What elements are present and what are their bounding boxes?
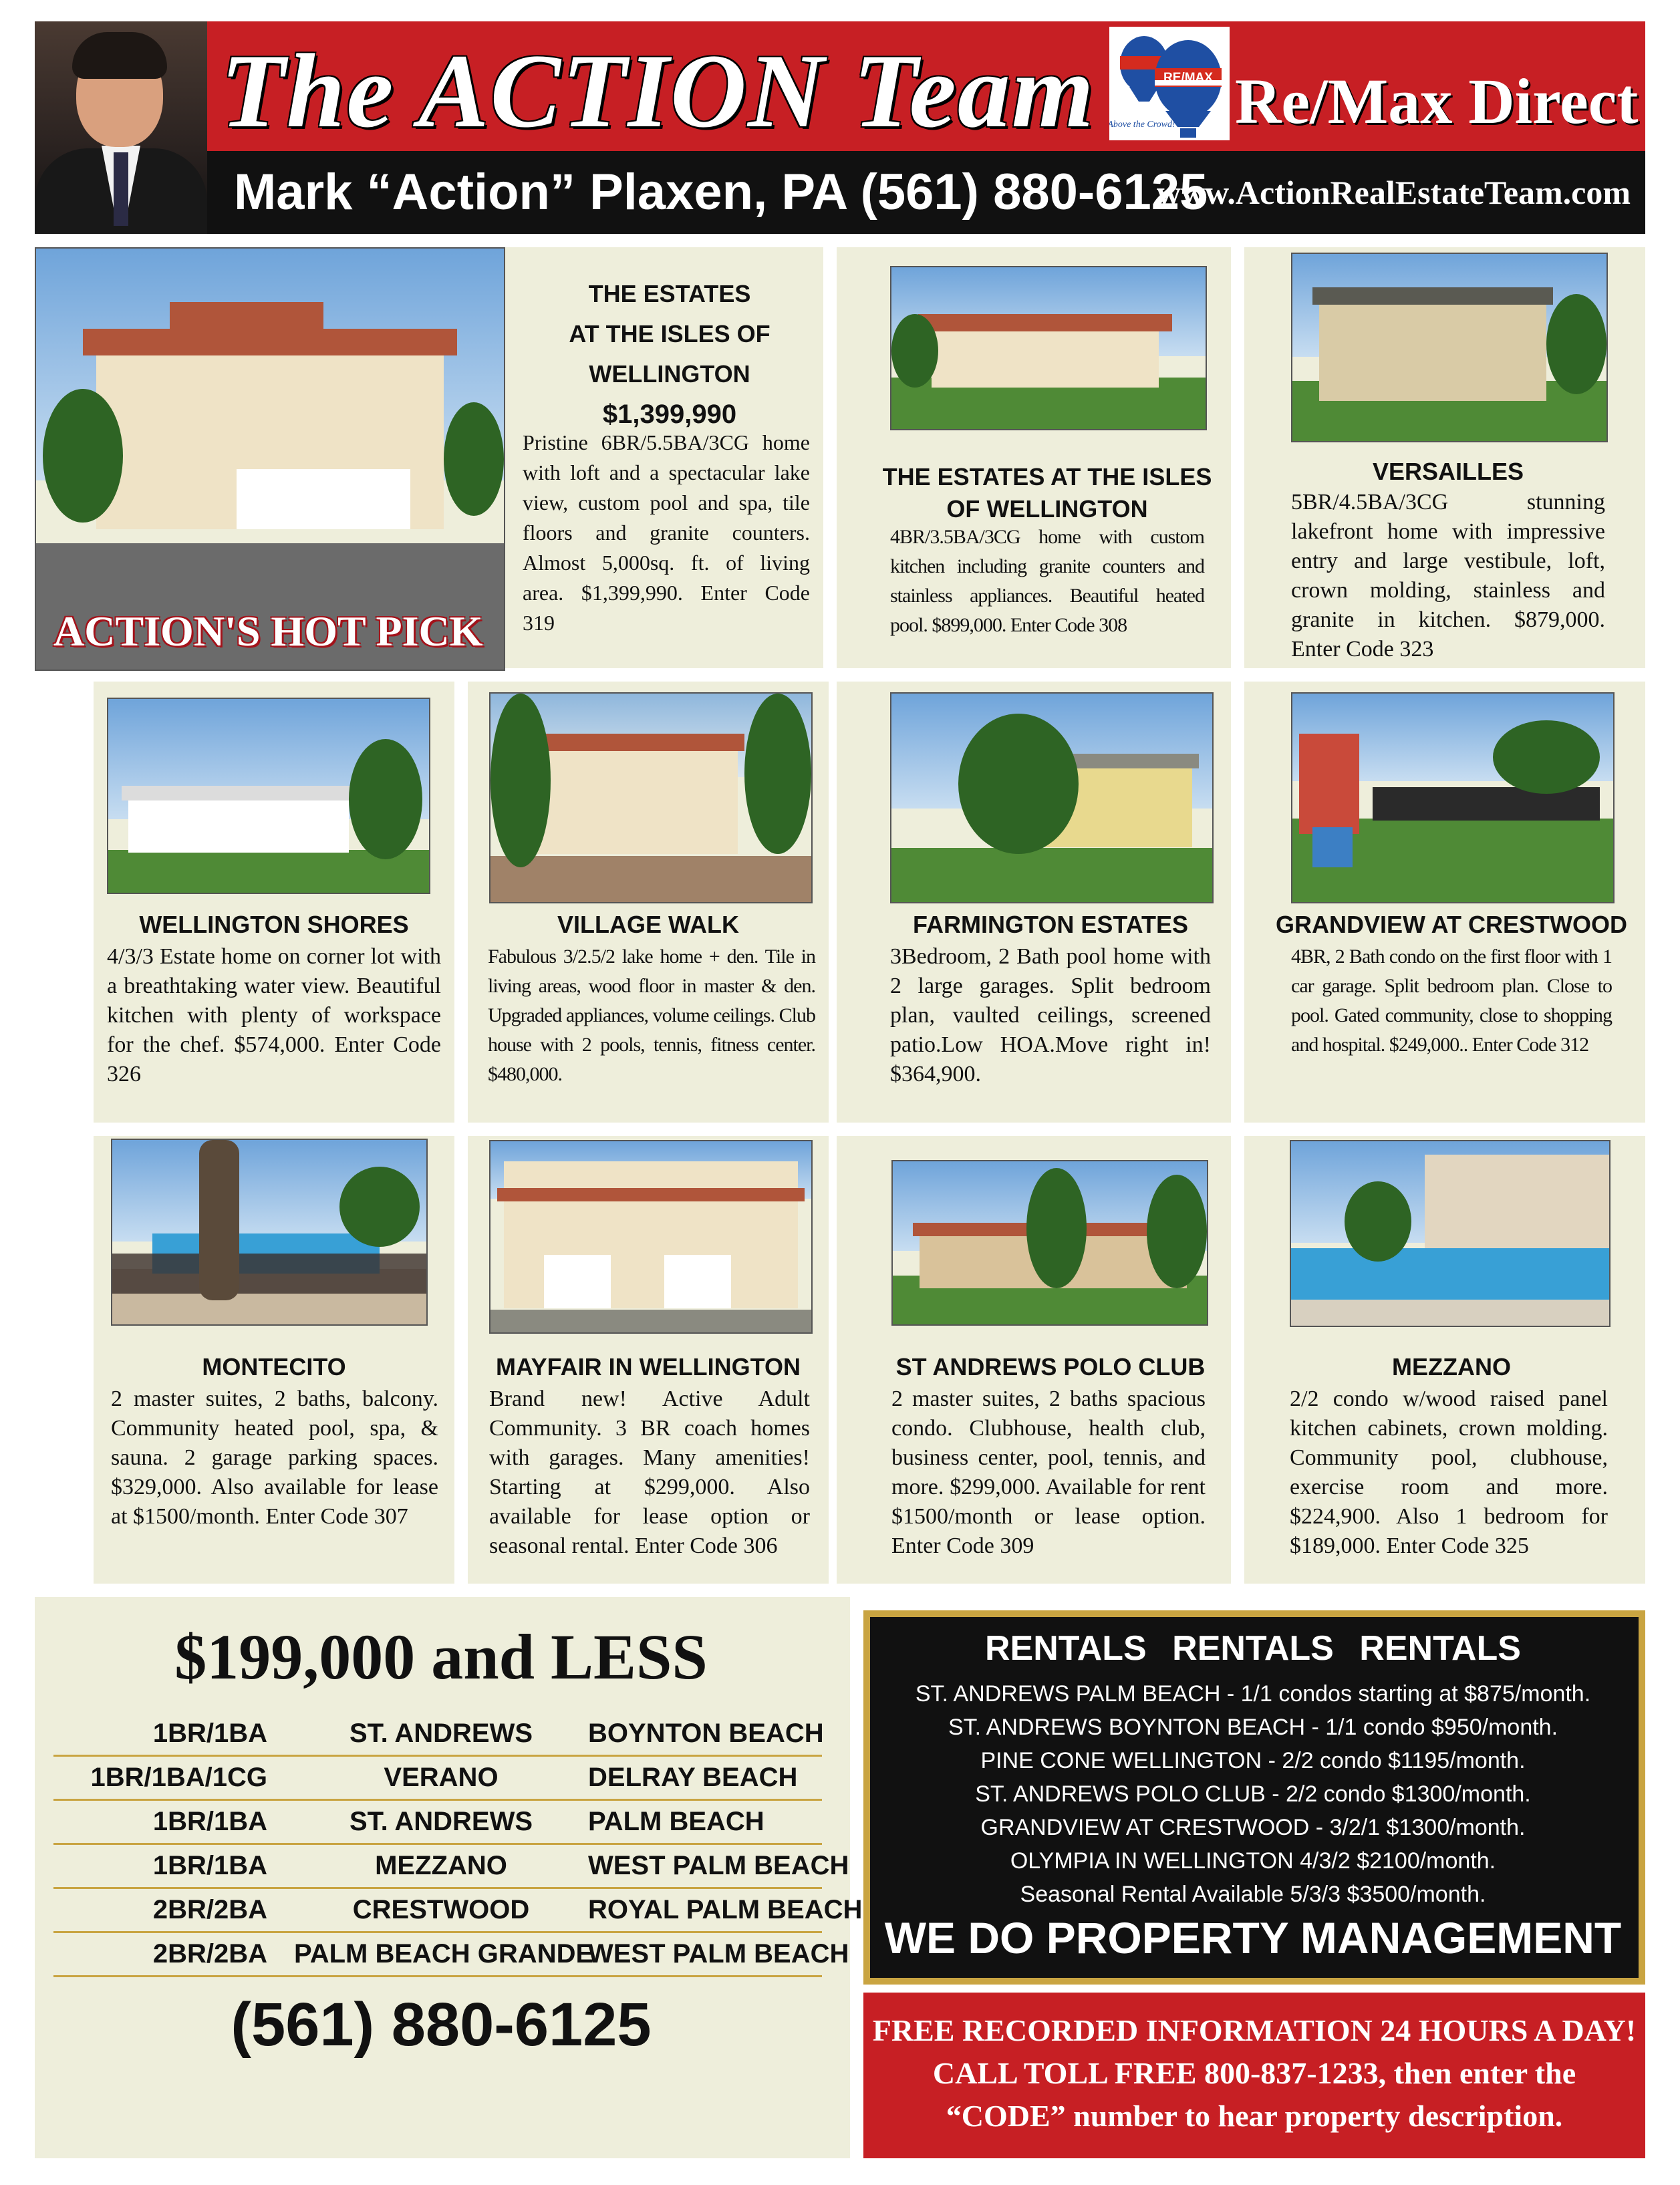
listing-photo bbox=[1290, 1140, 1611, 1327]
listing-description: 4/3/3 Estate home on corner lot with a breathtaking water view. Beautiful kitchen with plenty of workspace for the chef. $574,000. Enter Code 326 bbox=[107, 944, 441, 1086]
unit-size: 1BR/1BA bbox=[152, 1851, 267, 1880]
community-name: VERANO bbox=[384, 1763, 499, 1792]
city-name: ROYAL PALM BEACH bbox=[588, 1895, 863, 1924]
free-info-line: “CODE” number to hear property description. bbox=[946, 2099, 1563, 2133]
listing-title: VERSAILLES bbox=[1372, 458, 1524, 485]
listing-title: VILLAGE WALK bbox=[557, 911, 739, 938]
listing-title: ST ANDREWS POLO CLUB bbox=[895, 1353, 1206, 1380]
city-name: PALM BEACH bbox=[588, 1807, 764, 1836]
unit-size: 2BR/2BA bbox=[152, 1939, 267, 1969]
city-name: WEST PALM BEACH bbox=[588, 1851, 849, 1880]
free-info-line: CALL TOLL FREE 800-837-1233, then enter the bbox=[932, 2056, 1576, 2090]
under-199k-row bbox=[53, 1712, 822, 1757]
agent-name-phone: Mark “Action” Plaxen, PA (561) 880-6125 bbox=[234, 164, 1208, 221]
listing-photo bbox=[890, 266, 1207, 430]
hot-pick-badge: ACTION'S HOT PICK bbox=[53, 607, 483, 655]
listing-description: 4BR, 2 Bath condo on the first floor with 1 car garage. Split bedroom plan. Close to pool. Gated community, close to shopping and hospital. $249,000.. Enter Code 312 bbox=[1291, 945, 1612, 1056]
listing-title: THE ESTATES AT THE ISLES OF WELLINGTON bbox=[882, 463, 1212, 523]
listing-description: Brand new! Active Adult Community. 3 BR coach homes with garages. Many amenities! Starting at $299,000. Also available for lease option or seasonal rental. Enter Code 306 bbox=[489, 1387, 810, 1558]
community-name: MEZZANO bbox=[375, 1851, 507, 1880]
community-name: CRESTWOOD bbox=[352, 1895, 530, 1924]
listing-photo bbox=[111, 1139, 428, 1326]
listing-title: WELLINGTON SHORES bbox=[139, 911, 409, 938]
listing-card bbox=[94, 1136, 454, 1584]
free-info-line: FREE RECORDED INFORMATION 24 HOURS A DAY! bbox=[872, 2013, 1637, 2047]
listing-photo bbox=[107, 698, 430, 894]
rental-line: Seasonal Rental Available 5/3/3 $3500/month. bbox=[1020, 1882, 1486, 1907]
website-link[interactable]: www.ActionRealEstateTeam.com bbox=[1156, 174, 1631, 211]
logo-text: RE/MAX bbox=[1163, 71, 1213, 85]
remax-balloon-logo bbox=[1109, 27, 1230, 140]
listing-photo bbox=[1291, 253, 1608, 442]
listing-photo bbox=[890, 692, 1214, 903]
agent-photo bbox=[35, 21, 207, 234]
hot-pick-description: Pristine 6BR/5.5BA/3CG home with loft and a spectacular lake view, custom pool and spa, tile floors and granite counters. Almost 5,000sq. ft. of living area. $1,399,990. Enter Code 319 bbox=[523, 430, 810, 635]
listing-card bbox=[1244, 1136, 1645, 1584]
hot-pick-title-line: THE ESTATES bbox=[588, 280, 751, 307]
team-title: The ACTION Team bbox=[221, 33, 1095, 150]
listing-title: MAYFAIR IN WELLINGTON bbox=[495, 1353, 801, 1380]
unit-size: 1BR/1BA bbox=[152, 1719, 267, 1748]
listing-card bbox=[837, 1136, 1231, 1584]
unit-size: 1BR/1BA/1CG bbox=[90, 1763, 267, 1792]
listing-photo bbox=[891, 1160, 1208, 1326]
community-name: PALM BEACH GRANDE bbox=[294, 1939, 594, 1969]
rental-line: PINE CONE WELLINGTON - 2/2 condo $1195/month. bbox=[980, 1748, 1526, 1773]
brokerage-name: Re/Max Direct bbox=[1235, 65, 1639, 137]
city-name: DELRAY BEACH bbox=[588, 1763, 798, 1792]
listing-photo bbox=[489, 692, 813, 903]
listing-title: MONTECITO bbox=[202, 1353, 346, 1380]
under-199k-row bbox=[53, 1800, 822, 1845]
under-199k-title: $199,000 and LESS bbox=[174, 1621, 708, 1693]
community-name: ST. ANDREWS bbox=[349, 1807, 533, 1836]
under-199k-row bbox=[53, 1932, 849, 1977]
city-name: WEST PALM BEACH bbox=[588, 1939, 849, 1969]
property-management-banner: WE DO PROPERTY MANAGEMENT bbox=[884, 1913, 1622, 1962]
listing-card bbox=[837, 682, 1231, 1123]
city-name: BOYNTON BEACH bbox=[588, 1719, 824, 1748]
rental-line: ST. ANDREWS POLO CLUB - 2/2 condo $1300/month. bbox=[975, 1781, 1531, 1807]
listing-card bbox=[468, 682, 829, 1123]
hot-pick-title-line: AT THE ISLES OF bbox=[569, 320, 771, 347]
unit-size: 2BR/2BA bbox=[152, 1895, 267, 1924]
rental-line: ST. ANDREWS BOYNTON BEACH - 1/1 condo $950/month. bbox=[948, 1715, 1558, 1740]
community-name: ST. ANDREWS bbox=[349, 1719, 533, 1748]
rental-line: GRANDVIEW AT CRESTWOOD - 3/2/1 $1300/month. bbox=[980, 1815, 1526, 1840]
listing-card bbox=[837, 247, 1231, 668]
hot-pick-price: $1,399,990 bbox=[602, 400, 737, 429]
rental-line: OLYMPIA IN WELLINGTON 4/3/2 $2100/month. bbox=[1010, 1848, 1496, 1874]
listing-photo bbox=[489, 1140, 813, 1334]
listing-description: 4BR/3.5BA/3CG home with custom kitchen including granite counters and stainless appliances. Beautiful heated pool. $899,000. Enter Code 308 bbox=[890, 526, 1204, 636]
listing-card bbox=[94, 682, 454, 1123]
under-199k-row bbox=[53, 1756, 822, 1801]
rentals-title: RENTALS RENTALS RENTALS bbox=[985, 1629, 1521, 1668]
listing-description: 3Bedroom, 2 Bath pool home with 2 large garages. Split bedroom plan, vaulted ceilings, screened patio.Low HOA.Move right in! $364,900. bbox=[890, 944, 1211, 1086]
listing-title: FARMINGTON ESTATES bbox=[912, 911, 1188, 938]
listing-photo bbox=[1291, 692, 1615, 903]
listing-title: GRANDVIEW AT CRESTWOOD bbox=[1276, 911, 1627, 938]
phone-number[interactable]: (561) 880-6125 bbox=[231, 1991, 652, 2059]
logo-tagline: Above the Crowd! bbox=[1109, 120, 1175, 130]
listing-description: 5BR/4.5BA/3CG stunning lakefront home with impressive entry and large vestibule, loft, crown molding, stainless and granite in kitchen. $879,000. Enter Code 323 bbox=[1291, 490, 1605, 662]
listing-card bbox=[1244, 682, 1645, 1123]
hot-pick-title bbox=[516, 274, 823, 434]
unit-size: 1BR/1BA bbox=[152, 1807, 267, 1836]
listing-description: 2 master suites, 2 baths, balcony. Community heated pool, spa, & sauna. 2 garage parking spaces. $329,000. Also available for lease at $1500/month. Enter Code 307 bbox=[111, 1387, 438, 1529]
hot-pick-title-line: WELLINGTON bbox=[589, 360, 750, 388]
listing-description: 2 master suites, 2 baths spacious condo. Clubhouse, health club, business center, pool, tennis, and more. $299,000. Available for rent $1500/month or lease option. Enter Code 309 bbox=[891, 1387, 1206, 1558]
listing-card bbox=[1244, 247, 1645, 668]
listing-description: Fabulous 3/2.5/2 lake home + den. Tile in living areas, wood floor in master & den. Upgraded appliances, volume ceilings. Club house with 2 pools, tennis, fitness center. $480,000. bbox=[488, 945, 815, 1085]
listing-card bbox=[468, 1136, 829, 1584]
under-199k-row bbox=[53, 1844, 849, 1889]
under-199k-row bbox=[53, 1888, 863, 1933]
listing-description: 2/2 condo w/wood raised panel kitchen cabinets, crown molding. Community pool, clubhouse, exercise room and more. $224,900. Also 1 bedroom for $189,000. Enter Code 325 bbox=[1290, 1387, 1608, 1558]
rental-line: ST. ANDREWS PALM BEACH - 1/1 condos starting at $875/month. bbox=[915, 1681, 1591, 1707]
listing-title: MEZZANO bbox=[1392, 1353, 1511, 1380]
